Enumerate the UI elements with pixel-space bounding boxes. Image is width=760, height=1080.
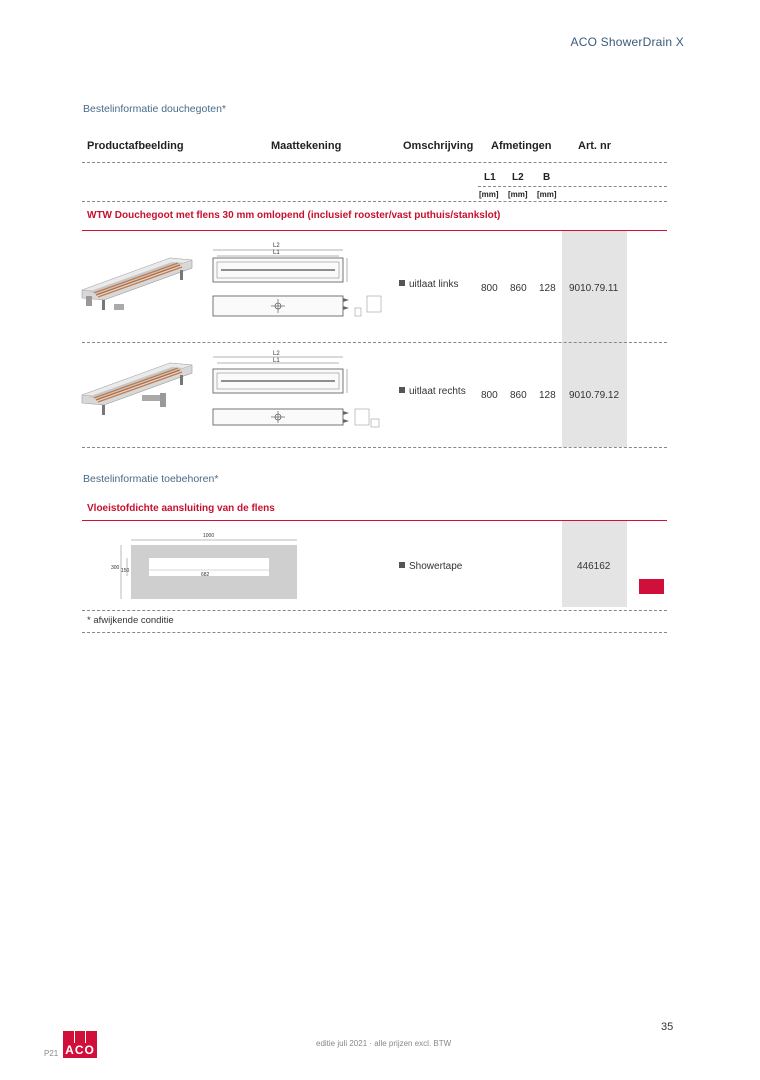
row-l2: 860	[510, 283, 527, 294]
showertape-label-width: 1000	[203, 533, 215, 539]
drawing-label-l2: L2	[273, 243, 280, 249]
category-title-vloeistofdichte: Vloeistofdichte aansluiting van de flens	[87, 503, 275, 514]
logo-text: ACO	[65, 1043, 95, 1057]
row-b: 128	[539, 283, 556, 294]
page-code: P21	[44, 1049, 59, 1058]
dim-header-l2: L2	[512, 172, 524, 183]
row-l2: 860	[510, 390, 527, 401]
dim-unit-b: [mm]	[537, 190, 557, 199]
row-art-nr: 446162	[577, 561, 611, 572]
column-header-description: Omschrijving	[403, 140, 474, 152]
row-art-nr: 9010.79.11	[569, 283, 619, 294]
divider	[478, 186, 667, 187]
brand-header: ACO ShowerDrain X	[570, 35, 684, 49]
showertape-label-inner: 682	[201, 572, 210, 578]
divider	[82, 632, 667, 633]
row-divider	[82, 610, 667, 611]
bullet-square-icon	[399, 387, 405, 393]
edition-footer: editie juli 2021 · alle prijzen excl. BTW	[316, 1039, 452, 1048]
technical-drawing-right-outlet	[205, 347, 385, 432]
column-header-drawing: Maattekening	[271, 140, 342, 152]
divider	[82, 201, 667, 202]
row-description	[399, 386, 466, 397]
column-header-dimensions: Afmetingen	[491, 140, 552, 152]
drawing-label-l1: L1	[273, 358, 280, 364]
divider	[82, 162, 667, 163]
section-title-douchegoten: Bestelinformatie douchegoten*	[83, 103, 227, 115]
showertape-drawing	[115, 531, 305, 603]
footnote: * afwijkende conditie	[87, 615, 174, 626]
category-title-wtw-douchegoot: WTW Douchegoot met flens 30 mm omlopend (inclusief rooster/vast puthuis/stankslot)	[87, 210, 501, 221]
row-divider	[82, 342, 667, 343]
description-text: uitlaat rechts	[409, 386, 466, 397]
column-header-art-nr: Art. nr	[578, 140, 611, 152]
row-description	[399, 561, 462, 572]
drawing-label-l2: L2	[273, 351, 280, 357]
row-l1: 800	[481, 390, 498, 401]
column-header-image: Productafbeelding	[87, 140, 184, 152]
showertape-label-inner-height: 150	[121, 568, 130, 574]
bullet-square-icon	[399, 280, 405, 286]
row-divider	[82, 447, 667, 448]
bullet-square-icon	[399, 562, 405, 568]
drawing-label-l1: L1	[273, 250, 280, 256]
art-nr-band	[562, 231, 627, 447]
technical-drawing-left-outlet	[205, 240, 385, 325]
description-text: uitlaat links	[409, 279, 459, 290]
logo-lines-icon	[74, 1031, 86, 1043]
showertape-label-height: 300	[111, 565, 120, 571]
row-art-nr: 9010.79.12	[569, 390, 620, 401]
section-title-toebehoren: Bestelinformatie toebehoren*	[83, 473, 219, 485]
row-b: 128	[539, 390, 556, 401]
dim-header-b: B	[543, 172, 551, 183]
shower-drain-image-right-outlet	[80, 355, 198, 423]
row-description	[399, 279, 458, 290]
page-number: 35	[661, 1021, 674, 1033]
dim-unit-l1: [mm]	[479, 190, 499, 199]
description-text: Showertape	[409, 561, 463, 572]
shower-drain-image-left-outlet	[80, 250, 198, 318]
dim-header-l1: L1	[484, 172, 496, 183]
new-product-badge	[639, 579, 664, 594]
row-l1: 800	[481, 283, 498, 294]
aco-logo	[63, 1031, 97, 1058]
dim-unit-l2: [mm]	[508, 190, 528, 199]
